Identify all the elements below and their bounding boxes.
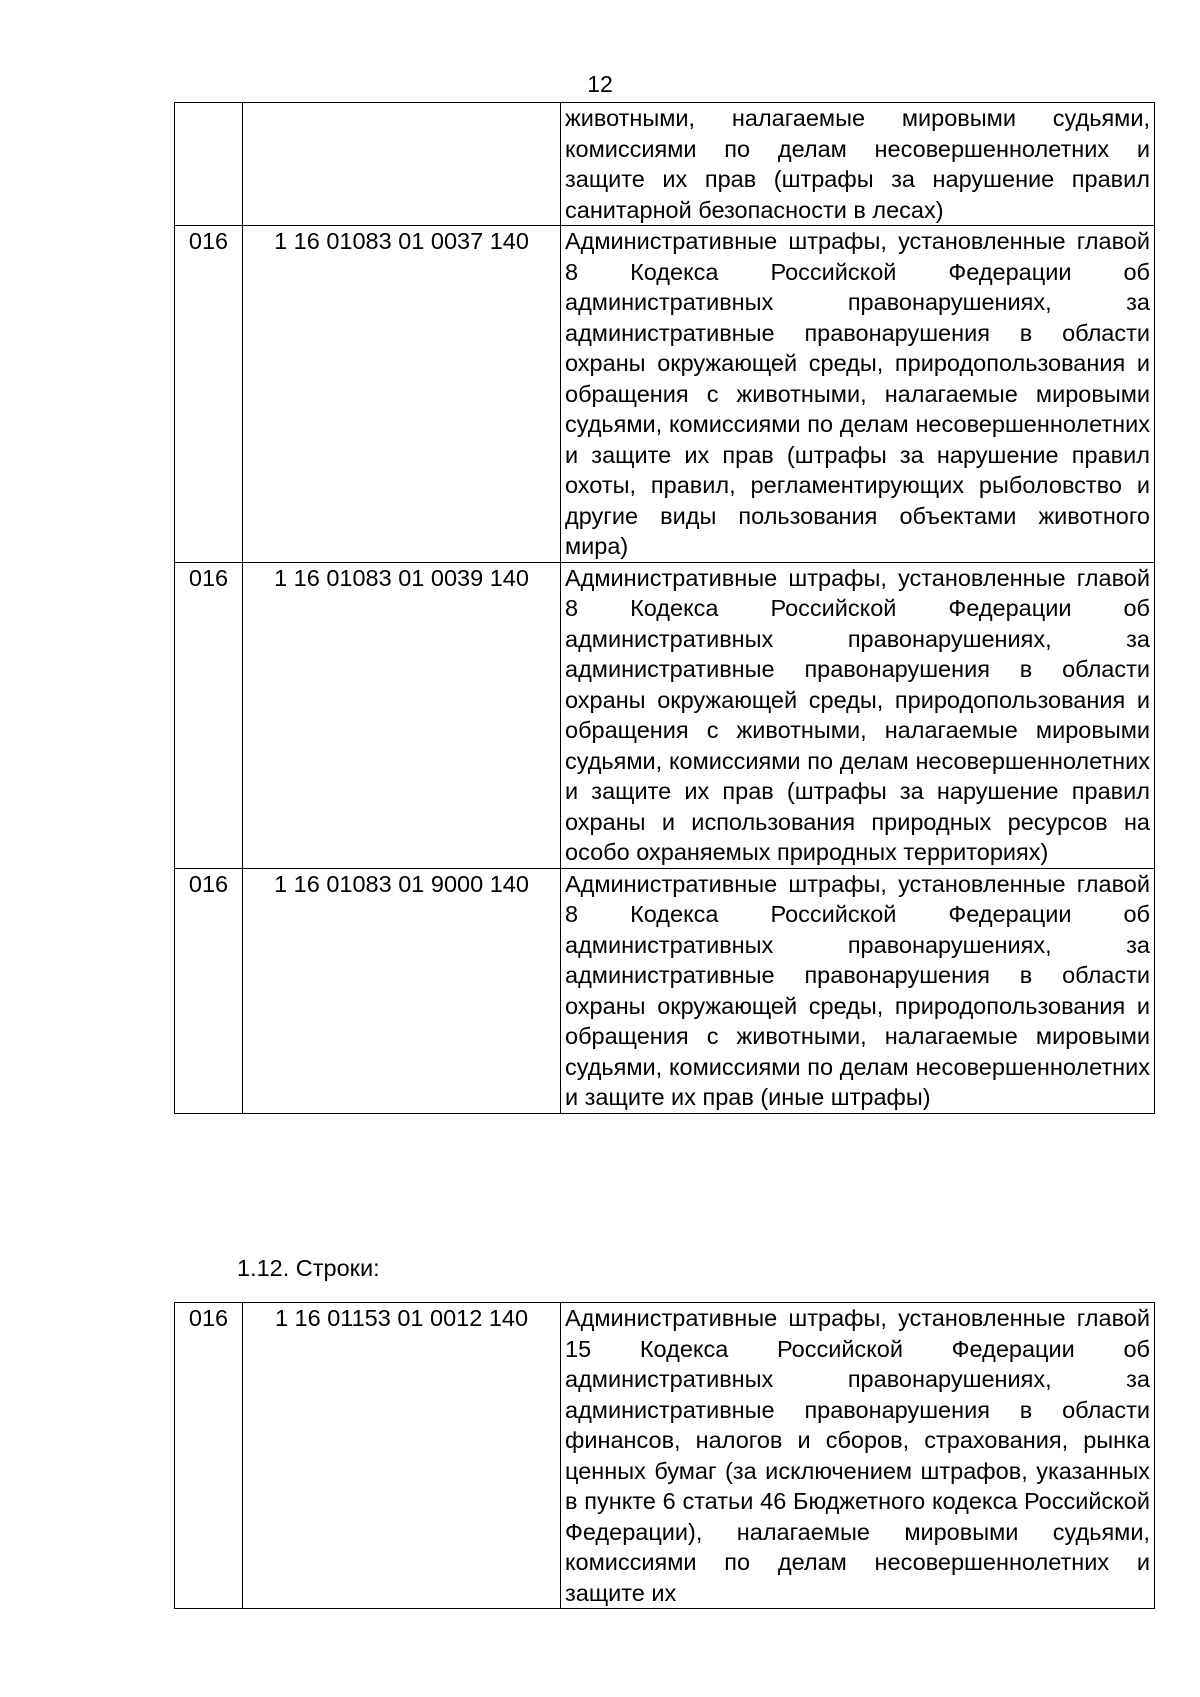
budget-code-cell: 1 16 01083 01 0039 140	[243, 562, 561, 868]
budget-code-cell: 1 16 01153 01 0012 140	[243, 1303, 561, 1609]
budget-codes-table-continued	[174, 1302, 1155, 1609]
budget-codes-table	[174, 102, 1155, 1114]
table-row	[175, 562, 1155, 868]
table-row	[175, 1303, 1155, 1609]
table-row	[175, 868, 1155, 1113]
admin-code-cell: 016	[175, 1303, 243, 1609]
table-row	[175, 103, 1155, 226]
description-cell: Административные штрафы, установленные главой 8 Кодекса Российской Федерации об административных правонарушениях, за административные правонарушения в области охраны окружающей среды, природопользования и обращения с животными, налагаемые мировыми судьями, комиссиями по делам несовершеннолетних и защите их прав (штрафы за нарушение правил охоты, правил, регламентирующих рыболовство и другие виды пользования объектами животного мира)	[561, 226, 1155, 563]
budget-code-cell: 1 16 01083 01 0037 140	[243, 226, 561, 563]
admin-code-cell: 016	[175, 868, 243, 1113]
description-cell: Административные штрафы, установленные главой 8 Кодекса Российской Федерации об административных правонарушениях, за административные правонарушения в области охраны окружающей среды, природопользования и обращения с животными, налагаемые мировыми судьями, комиссиями по делам несовершеннолетних и защите их прав (иные штрафы)	[561, 868, 1155, 1113]
admin-code-cell: 016	[175, 562, 243, 868]
admin-code-cell: 016	[175, 226, 243, 563]
description-cell: Административные штрафы, установленные главой 8 Кодекса Российской Федерации об административных правонарушениях, за административные правонарушения в области охраны окружающей среды, природопользования и обращения с животными, налагаемые мировыми судьями, комиссиями по делам несовершеннолетних и защите их прав (штрафы за нарушение правил охраны и использования природных ресурсов на особо охраняемых природных территориях)	[561, 562, 1155, 868]
table-row	[175, 226, 1155, 563]
section-heading: 1.12. Строки:	[237, 1255, 380, 1281]
description-cell: Административные штрафы, установленные главой 15 Кодекса Российской Федерации об административных правонарушениях, за административные правонарушения в области финансов, налогов и сборов, страхования, рынка ценных бумаг (за исключением штрафов, указанных в пункте 6 статьи 46 Бюджетного кодекса Российской Федерации), налагаемые мировыми судьями, комиссиями по делам несовершеннолетних и защите их	[561, 1303, 1155, 1609]
budget-code-cell	[243, 103, 561, 226]
admin-code-cell	[175, 103, 243, 226]
page-number: 12	[587, 71, 613, 97]
description-cell: животными, налагаемые мировыми судьями, комиссиями по делам несовершеннолетних и защите их прав (штрафы за нарушение правил санитарной безопасности в лесах)	[561, 103, 1155, 226]
budget-code-cell: 1 16 01083 01 9000 140	[243, 868, 561, 1113]
